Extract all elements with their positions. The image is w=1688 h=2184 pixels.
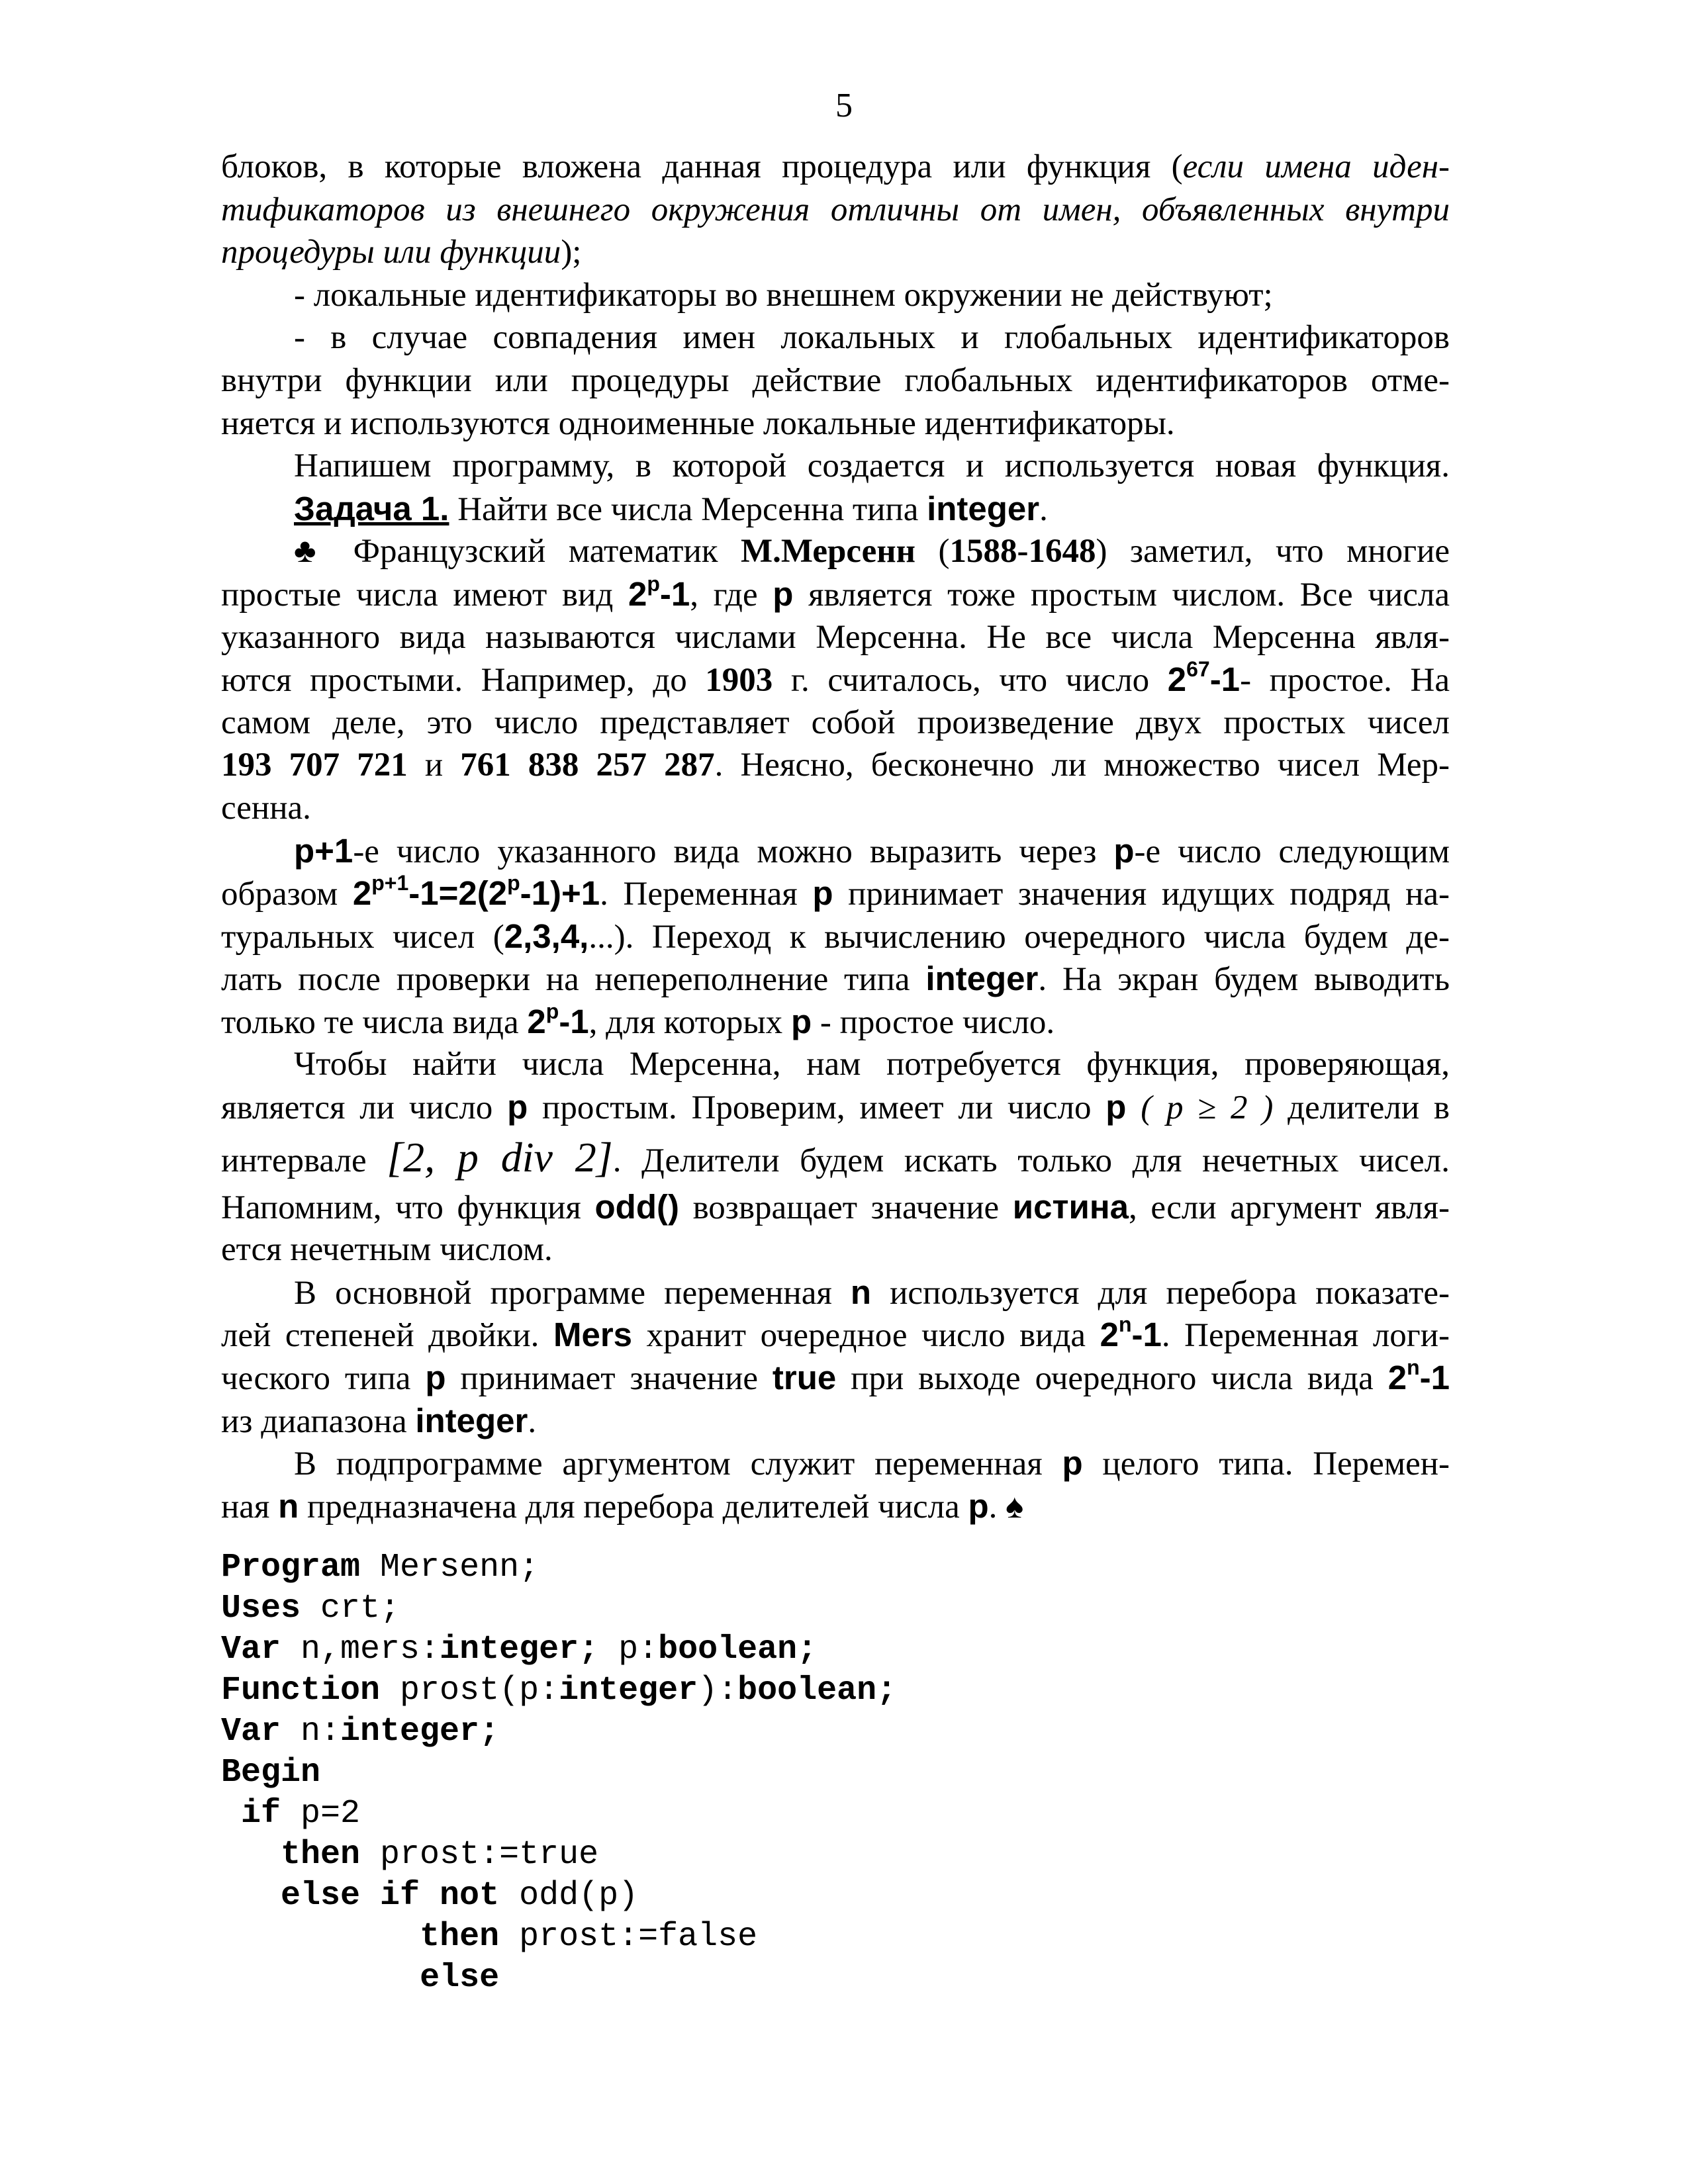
text-run: . Неясно, бесконечно ли множество чисел Мер- bbox=[714, 747, 1450, 784]
keyword-run: истина bbox=[1012, 1187, 1129, 1226]
text-run: блоков, в которые вложена данная процедура или функция ( bbox=[221, 148, 1183, 185]
bold-run: 193 707 721 bbox=[221, 747, 408, 784]
text-run: простые числа имеют вид bbox=[221, 576, 628, 614]
bold-run: 1588-1648 bbox=[949, 533, 1096, 570]
text-run: лать после проверки на непереполнение типа bbox=[221, 961, 926, 999]
text-run: Французский математик bbox=[330, 533, 741, 570]
code-indent bbox=[221, 1959, 420, 1997]
text-run: В основной программе переменная bbox=[294, 1274, 851, 1312]
text-line: - в случае совпадения имен локальных и глобальных идентификаторов bbox=[294, 319, 1450, 357]
formula-exponent: n bbox=[1118, 1312, 1132, 1337]
code-line bbox=[221, 1752, 896, 1794]
code-indent bbox=[221, 1836, 281, 1874]
code-text: prost:=false bbox=[499, 1918, 758, 1956]
code-line bbox=[221, 1547, 896, 1588]
page-number: 5 bbox=[835, 87, 853, 124]
text-run: ная bbox=[221, 1488, 279, 1525]
code-line bbox=[221, 1670, 896, 1711]
formula bbox=[352, 871, 600, 913]
code-line bbox=[221, 1958, 896, 1999]
formula-exponent: n bbox=[1407, 1355, 1420, 1380]
text-line bbox=[221, 1129, 1450, 1186]
bold-run: М.Мерсенн bbox=[741, 533, 916, 570]
code-text: crt; bbox=[301, 1590, 400, 1627]
math-expression: [2, p div 2] bbox=[387, 1133, 613, 1181]
text-line bbox=[221, 1357, 1450, 1400]
text-run: является ли число bbox=[221, 1089, 508, 1127]
code-keyword: else if not bbox=[281, 1877, 500, 1915]
code-keyword: then bbox=[420, 1918, 500, 1956]
text-run: интервале bbox=[221, 1142, 387, 1179]
code-keyword: integer; bbox=[340, 1713, 500, 1751]
variable: n bbox=[850, 1273, 872, 1311]
formula bbox=[1387, 1355, 1450, 1397]
keyword-run: integer bbox=[927, 489, 1040, 527]
text-line bbox=[221, 958, 1450, 1001]
text-run: при выходе очередного числа вида bbox=[836, 1360, 1388, 1398]
code-indent bbox=[221, 1795, 241, 1833]
code-line bbox=[221, 1835, 896, 1876]
text-run: . bbox=[988, 1488, 1006, 1525]
formula-exponent: p bbox=[507, 871, 520, 895]
text-line bbox=[221, 915, 1450, 958]
text-line: Чтобы найти числа Мерсенна, нам потребуется функция, проверяющая, bbox=[294, 1046, 1450, 1083]
variable: p bbox=[773, 574, 794, 613]
task-heading bbox=[221, 488, 1450, 531]
text-run: . На экран будем выводить bbox=[1038, 961, 1450, 999]
text-line bbox=[221, 573, 1450, 616]
text-line: сенна. bbox=[221, 789, 311, 827]
code-text: odd(p) bbox=[499, 1877, 639, 1915]
text-run: хранит очередное число вида bbox=[632, 1317, 1100, 1355]
text-run: - простое. На bbox=[1240, 662, 1450, 700]
text-run: ...). Переход к вычислению очередного числа будем де- bbox=[588, 918, 1450, 956]
text-line bbox=[221, 1271, 1450, 1314]
variable: Mers bbox=[553, 1316, 633, 1354]
text-run: ) заметил, что многие bbox=[1096, 533, 1450, 570]
text-line: Напишем программу, в которой создается и используется новая функция. bbox=[294, 447, 1450, 485]
text-line: тификаторов из внешнего окружения отличны от имен, объявленных внутри bbox=[221, 191, 1450, 228]
text-line bbox=[221, 659, 1450, 702]
variable: p bbox=[425, 1359, 446, 1397]
text-line bbox=[221, 146, 1450, 189]
variable: p bbox=[968, 1486, 989, 1525]
keyword-run: odd() bbox=[594, 1187, 679, 1226]
variable: p bbox=[507, 1088, 528, 1126]
text-run: - простое число. bbox=[812, 1003, 1055, 1041]
text-run: только те числа вида bbox=[221, 1003, 528, 1041]
text-run: возвращает значение bbox=[679, 1189, 1013, 1226]
text-run: принимает значения идущих подряд на- bbox=[833, 876, 1450, 913]
text-run: ( bbox=[915, 533, 950, 570]
formula-base: 2 bbox=[1100, 1316, 1119, 1354]
task-label: Задача 1. bbox=[294, 489, 449, 527]
code-text: Mersenn; bbox=[360, 1549, 539, 1586]
variable: n bbox=[278, 1486, 299, 1525]
text-run: Найти все числа Мерсенна типа bbox=[449, 490, 927, 528]
text-line bbox=[221, 1485, 1450, 1528]
text-line: внутри функции или процедуры действие глобальных идентификаторов отме- bbox=[221, 361, 1450, 399]
text-run: В подпрограмме аргументом служит переменная bbox=[294, 1445, 1062, 1483]
code-keyword: Begin bbox=[221, 1754, 321, 1792]
text-line bbox=[221, 1001, 1450, 1044]
text-line: указанного вида называются числами Мерсенна. Не все числа Мерсенна явля- bbox=[221, 618, 1450, 656]
math-expression: ( p ≥ 2 ) bbox=[1126, 1089, 1274, 1127]
italic-run: процедуры или функции bbox=[221, 234, 561, 271]
formula-exponent: p bbox=[545, 999, 559, 1023]
variable: p bbox=[790, 1002, 812, 1040]
keyword-run: true bbox=[772, 1359, 837, 1397]
text-run: простым. Проверим, имеет ли число bbox=[528, 1089, 1106, 1127]
variable: p+1 bbox=[294, 831, 353, 870]
text-line bbox=[221, 530, 1450, 573]
variable: p bbox=[1113, 831, 1135, 870]
text-run: принимает значение bbox=[445, 1360, 773, 1398]
formula bbox=[628, 571, 690, 613]
formula-rest: -1 bbox=[1131, 1316, 1162, 1354]
text-run: . bbox=[1039, 490, 1048, 528]
code-text: ): bbox=[698, 1672, 738, 1709]
formula-rest: -1)+1 bbox=[520, 874, 600, 913]
formula bbox=[1167, 657, 1241, 699]
code-line bbox=[221, 1629, 896, 1670]
formula-rest: -1 bbox=[559, 1002, 589, 1040]
text-run: образом bbox=[221, 876, 353, 913]
formula-base: 2 bbox=[352, 874, 372, 913]
text-run: и bbox=[407, 747, 461, 784]
formula-base: 2 bbox=[527, 1002, 546, 1040]
code-line bbox=[221, 1917, 896, 1958]
text-line: ется нечетным числом. bbox=[221, 1231, 553, 1269]
formula bbox=[527, 999, 589, 1040]
keyword-run: integer bbox=[415, 1401, 528, 1439]
code-indent bbox=[221, 1918, 420, 1956]
code-keyword: Var bbox=[221, 1713, 281, 1751]
text-line bbox=[221, 830, 1450, 873]
text-line: самом деле, это число представляет собой произведение двух простых чисел bbox=[221, 704, 1450, 741]
formula-rest: -1=2(2 bbox=[408, 874, 508, 913]
body-text bbox=[221, 146, 1450, 1527]
text-run: , для которых bbox=[588, 1003, 791, 1041]
text-run: Напомним, что функция bbox=[221, 1189, 595, 1226]
formula-rest: -1 bbox=[1419, 1359, 1450, 1397]
code-text: prost(p: bbox=[380, 1672, 559, 1709]
code-keyword: boolean; bbox=[658, 1631, 818, 1668]
text-run: г. считалось, что число bbox=[773, 662, 1168, 700]
text-run: является тоже простым числом. Все числа bbox=[793, 576, 1450, 614]
text-run: целого типа. Перемен- bbox=[1082, 1445, 1450, 1483]
code-text: prost:=true bbox=[360, 1836, 599, 1874]
code-keyword: Uses bbox=[221, 1590, 301, 1627]
formula-rest: -1 bbox=[659, 574, 690, 613]
code-text: n: bbox=[281, 1713, 341, 1751]
variable: p bbox=[1105, 1088, 1127, 1126]
code-keyword: Program bbox=[221, 1549, 361, 1586]
text-run: . Переменная bbox=[600, 876, 813, 913]
text-run: делители в bbox=[1273, 1089, 1450, 1127]
formula bbox=[1100, 1312, 1162, 1354]
text-run: лей степеней двойки. bbox=[221, 1317, 553, 1355]
text-run: , где bbox=[690, 576, 773, 614]
text-run: предназначена для перебора делителей числа bbox=[299, 1488, 968, 1525]
formula-rest: -1 bbox=[1209, 660, 1241, 699]
club-icon: ♣ bbox=[294, 533, 331, 570]
variable: p bbox=[812, 874, 833, 913]
code-keyword: else bbox=[420, 1959, 500, 1997]
code-keyword: Function bbox=[221, 1672, 381, 1709]
formula-exponent: 67 bbox=[1186, 657, 1210, 682]
text-line bbox=[221, 872, 1450, 915]
code-keyword: integer bbox=[559, 1672, 698, 1709]
bold-run: 2,3,4, bbox=[504, 917, 589, 955]
keyword-run: integer bbox=[925, 960, 1039, 998]
text-line bbox=[221, 231, 1450, 274]
code-keyword: integer; bbox=[440, 1631, 599, 1668]
code-line bbox=[221, 1794, 896, 1835]
text-run: . Делители будем искать только для нечетных чисел. bbox=[612, 1142, 1450, 1179]
text-line bbox=[221, 744, 1450, 787]
formula-exponent: p bbox=[647, 571, 660, 596]
code-keyword: then bbox=[281, 1836, 361, 1874]
text-run: ); bbox=[561, 234, 582, 271]
code-indent bbox=[221, 1877, 281, 1915]
text-run: из диапазона bbox=[221, 1402, 416, 1440]
code-line bbox=[221, 1588, 896, 1629]
text-run: -е число следующим bbox=[1134, 833, 1450, 870]
text-line bbox=[221, 1442, 1450, 1485]
text-run: . Переменная логи- bbox=[1161, 1317, 1450, 1355]
code-line bbox=[221, 1876, 896, 1917]
formula-base: 2 bbox=[1167, 660, 1187, 699]
formula-base: 2 bbox=[1387, 1359, 1407, 1397]
text-line bbox=[221, 1400, 1450, 1443]
formula-base: 2 bbox=[628, 574, 647, 613]
text-line: - локальные идентификаторы во внешнем окружении не действуют; bbox=[294, 276, 1273, 314]
code-listing bbox=[221, 1547, 896, 1999]
text-run: . bbox=[528, 1402, 537, 1440]
text-line: няется и используются одноименные локальные идентификаторы. bbox=[221, 404, 1175, 442]
code-keyword: if bbox=[241, 1795, 281, 1833]
code-text: p=2 bbox=[281, 1795, 361, 1833]
text-line bbox=[221, 1086, 1450, 1129]
variable: p bbox=[1062, 1444, 1083, 1482]
code-keyword: Var bbox=[221, 1631, 281, 1668]
bold-run: 761 838 257 287 bbox=[460, 747, 715, 784]
text-run: туральных чисел ( bbox=[221, 918, 504, 956]
spade-icon: ♠ bbox=[1006, 1488, 1024, 1525]
bold-run: 1903 bbox=[705, 662, 773, 700]
code-line bbox=[221, 1711, 896, 1752]
formula-exponent: p+1 bbox=[371, 871, 409, 895]
text-line bbox=[221, 1186, 1450, 1229]
text-run: ются простыми. Например, до bbox=[221, 662, 706, 700]
text-run: ческого типа bbox=[221, 1360, 426, 1398]
text-line bbox=[221, 1314, 1450, 1357]
text-run: , если аргумент явля- bbox=[1129, 1189, 1450, 1226]
italic-run: если имена иден- bbox=[1182, 148, 1450, 185]
code-text: n,mers: bbox=[281, 1631, 440, 1668]
code-keyword: boolean; bbox=[737, 1672, 897, 1709]
text-run: используется для перебора показате- bbox=[871, 1274, 1450, 1312]
text-run: -е число указанного вида можно выразить через bbox=[353, 833, 1114, 870]
code-text: p: bbox=[598, 1631, 659, 1668]
